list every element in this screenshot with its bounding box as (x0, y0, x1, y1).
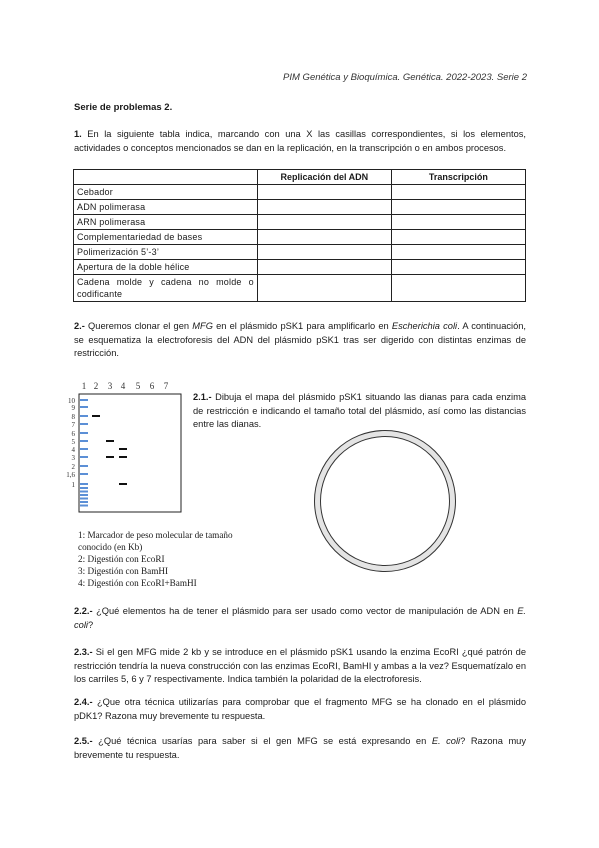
marker-band (80, 487, 88, 489)
gene-name: MFG (192, 321, 213, 331)
question-2-text-b: en el plásmido pSK1 para amplificarlo en (212, 321, 392, 331)
question-2-2 (74, 605, 526, 632)
cell-transcripcion[interactable] (391, 245, 525, 260)
question-2-2-text: ¿Qué elementos ha de tener el plásmido para ser usado como vector de manipulación de ADN en (92, 606, 518, 616)
table-corner-cell (74, 170, 258, 185)
legend-item: 1: Marcador de peso molecular de tamaño conocido (en Kb) (78, 530, 233, 552)
marker-band (80, 399, 88, 401)
cell-transcripcion[interactable] (391, 260, 525, 275)
question-2-4-text: ¿Que otra técnica utilizarías para comprobar que el fragmento MFG se ha clonado en el plásmido pDK1? Razona muy brevemente tu respuesta. (74, 697, 526, 721)
size-label: 7 (71, 421, 75, 429)
table-row (74, 245, 526, 260)
question-2-5-number: 2.5.- (74, 736, 93, 746)
cell-replicacion[interactable] (257, 275, 391, 302)
lane-number: 3 (107, 381, 113, 391)
question-2-5 (74, 735, 526, 762)
cell-transcripcion[interactable] (391, 200, 525, 215)
table-row (74, 215, 526, 230)
plasmid-inner-ring (320, 436, 450, 566)
size-label: 4 (71, 446, 75, 454)
question-2-text-c: . A continuación, se esquematiza la electroforesis del ADN del plásmido pSK1 tras ser digerido con distintas enzimas de restricción. (74, 321, 527, 358)
cell-replicacion[interactable] (257, 185, 391, 200)
size-labels (66, 397, 75, 489)
question-1-text: En la siguiente tabla indica, marcando con una X las casillas correspondientes, si los elementos, actividades o conceptos mencionados se dan en la replicación, en la transcripción o en ambos procesos. (74, 129, 526, 153)
marker-band (80, 406, 88, 408)
size-label: 8 (71, 413, 75, 421)
plasmid-circle[interactable] (314, 430, 456, 572)
cell-replicacion[interactable] (257, 245, 391, 260)
lane-3-band (106, 440, 114, 442)
marker-band (80, 494, 88, 496)
species-name: E. coli (431, 736, 461, 746)
row-label: Polimerización 5’-3’ (74, 245, 258, 260)
row-label: ADN polimerasa (74, 200, 258, 215)
table-row (74, 200, 526, 215)
cell-transcripcion[interactable] (391, 275, 525, 302)
size-label: 1 (71, 481, 75, 489)
size-label: 10 (68, 397, 75, 405)
size-label: 6 (71, 430, 75, 438)
question-2 (74, 320, 526, 361)
replication-transcription-table (73, 169, 526, 302)
size-label: 5 (71, 438, 75, 446)
marker-band (80, 473, 88, 475)
row-label: Complementariedad de bases (74, 230, 258, 245)
col-replicacion: Replicación del ADN (257, 170, 391, 185)
question-2-5-end: ? Razona muy brevemente tu respuesta. (74, 736, 527, 760)
marker-band (80, 483, 88, 485)
marker-band (80, 415, 88, 417)
lane-4-band (119, 483, 127, 485)
legend-item: 4: Digestión con EcoRI+BamHI (78, 578, 197, 588)
table-row (74, 260, 526, 275)
question-2-text-a: Queremos clonar el gen (84, 321, 193, 331)
marker-band (80, 491, 88, 493)
marker-band (80, 505, 88, 507)
legend-item: 2: Digestión con EcoRI (78, 554, 165, 564)
question-2-2-number: 2.2.- (74, 606, 93, 616)
question-1 (74, 128, 526, 155)
lane-4-band (119, 456, 127, 458)
page-title: Serie de problemas 2. (74, 102, 173, 113)
cell-transcripcion[interactable] (391, 230, 525, 245)
marker-band (80, 448, 88, 450)
cell-replicacion[interactable] (257, 200, 391, 215)
question-2-number: 2.- (74, 321, 85, 331)
question-2-1-text: Dibuja el mapa del plásmido pSK1 situando las dianas para cada enzima de restricción e indicando el tamaño total del plásmido, así como las distancias entre las dianas. (193, 392, 526, 429)
question-2-3-number: 2.3.- (74, 647, 93, 657)
lane-2-band (92, 415, 100, 417)
species-name: Escherichia coli (391, 321, 458, 331)
table-header-row (74, 170, 526, 185)
lane-numbers (82, 381, 169, 391)
size-label: 3 (71, 454, 75, 462)
question-2-1 (193, 391, 526, 432)
gel-electrophoresis (62, 378, 192, 518)
row-label: Apertura de la doble hélice (74, 260, 258, 275)
cell-replicacion[interactable] (257, 230, 391, 245)
size-label: 9 (71, 404, 75, 412)
species-name: E. coli (74, 606, 526, 630)
question-2-3-text: Si el gen MFG mide 2 kb y se introduce en el plásmido pSK1 usando la enzima EcoRI ¿qué patrón de restricción tendría la nueva construcción con las enzimas EcoRI, BamHI y ambas a la vez? Esquematízalo en los carriles 5, 6 y 7 respectivamente. Indica también la polaridad de la electroforesis. (74, 647, 526, 684)
lane-number: 7 (163, 381, 169, 391)
lane-number: 6 (149, 381, 155, 391)
cell-transcripcion[interactable] (391, 185, 525, 200)
question-2-2-end: ? (87, 619, 94, 630)
marker-band (80, 498, 88, 500)
question-1-number: 1. (74, 129, 82, 139)
marker-band (80, 440, 88, 442)
col-transcripcion: Transcripción (391, 170, 525, 185)
marker-band (80, 423, 88, 425)
marker-band (80, 465, 88, 467)
table-row (74, 230, 526, 245)
gel-frame (79, 394, 181, 512)
lane-number: 5 (135, 381, 141, 391)
lane-4-band (119, 448, 127, 450)
row-label: ARN polimerasa (74, 215, 258, 230)
table-row (74, 185, 526, 200)
cell-replicacion[interactable] (257, 215, 391, 230)
lane-number: 4 (120, 381, 126, 391)
row-label: Cebador (74, 185, 258, 200)
marker-band (80, 501, 88, 503)
question-2-1-number: 2.1.- (193, 392, 212, 402)
question-2-4-number: 2.4.- (74, 697, 93, 707)
lane-3-band (106, 456, 114, 458)
gel-legend (78, 529, 238, 589)
question-2-4 (74, 696, 526, 723)
size-label: 1,6 (66, 471, 75, 479)
marker-band (80, 432, 88, 434)
question-2-3 (74, 646, 526, 687)
marker-band (80, 456, 88, 458)
cell-transcripcion[interactable] (391, 215, 525, 230)
lane-number: 2 (93, 381, 99, 391)
table-row (74, 275, 526, 302)
page-header: PIM Genética y Bioquímica. Genética. 2022-2023. Serie 2 (283, 72, 527, 83)
size-label: 2 (71, 463, 75, 471)
question-2-5-text: ¿Qué técnica usarías para saber si el gen MFG se está expresando en (92, 736, 432, 746)
legend-item: 3: Digestión con BamHI (78, 566, 169, 576)
cell-replicacion[interactable] (257, 260, 391, 275)
gel-bands (80, 399, 127, 507)
row-label: Cadena molde y cadena no molde o codificante (74, 275, 258, 302)
lane-number: 1 (81, 381, 87, 391)
